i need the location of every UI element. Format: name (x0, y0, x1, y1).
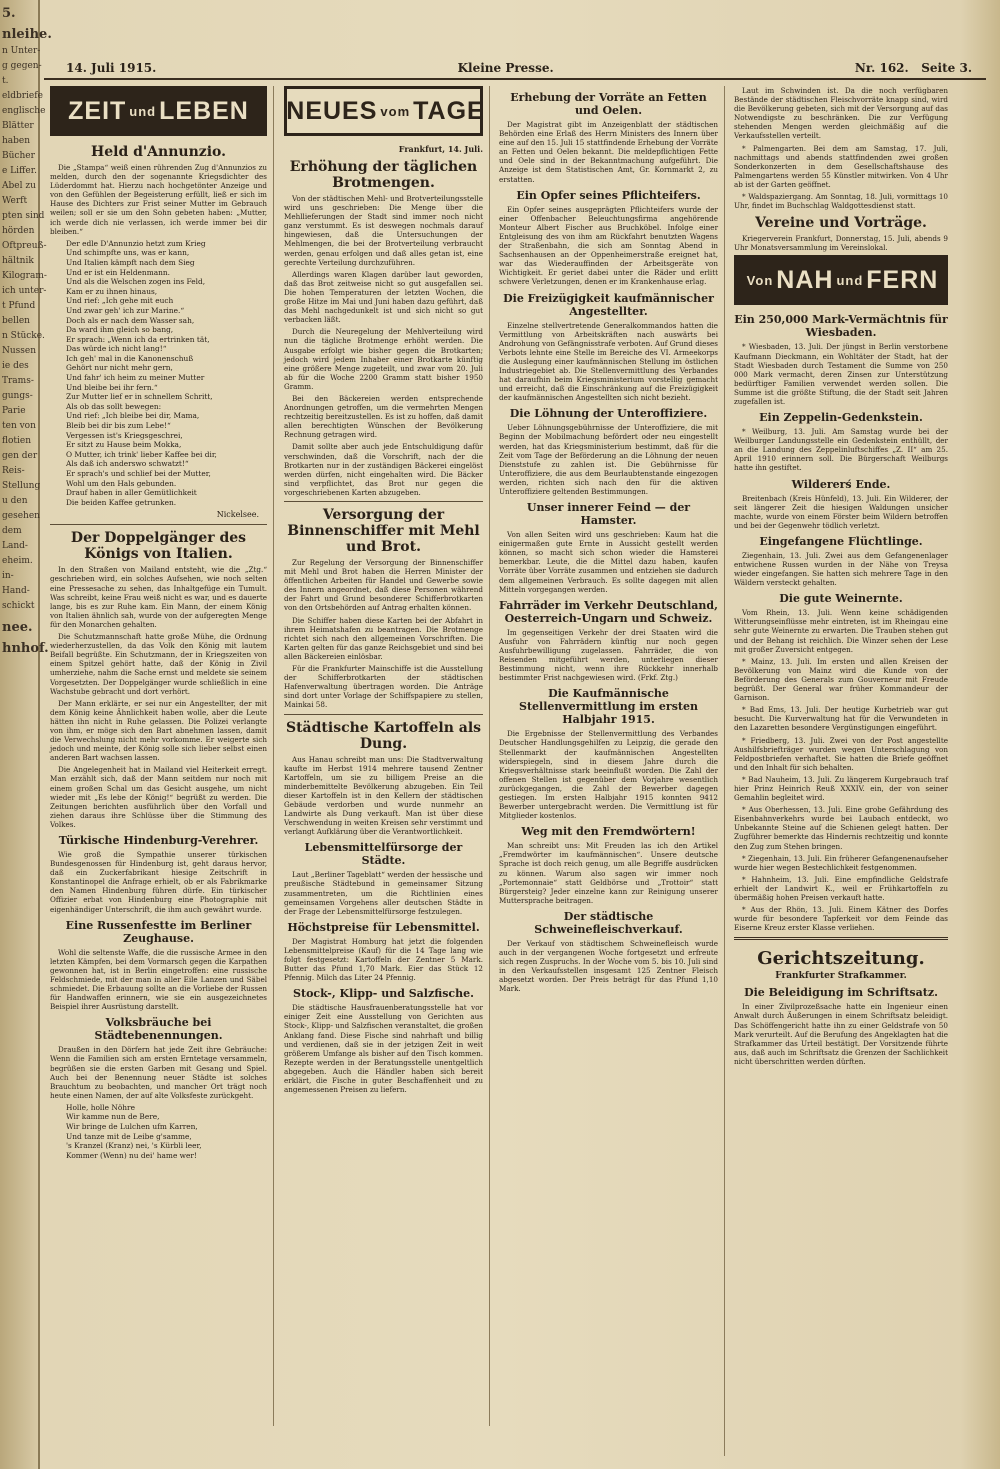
poem-line: Und schimpfte uns, was er kann, (66, 248, 190, 258)
article-body: Ziegenhain, 13. Juli. Zwei aus dem Gefangenenlager entwichene Russen wurden in der Nähe von Treysa wieder eingefangen. Sie hatten sich mehrere Tage in den Wäldern versteckt gehalten. (734, 550, 948, 588)
spine-line: hörden (2, 226, 35, 236)
paper-name: Kleine Presse. (457, 61, 554, 75)
article-body: Laut „Berliner Tageblatt“ werden der hessische und preußische Städtebund in gemeinsamer Sitzung zusammentreten, um die Richtlinien eines gemeinsamen Vorgehens aller deutschen Städte in der Frage der Lebensmittelfürsorge festzulegen. (284, 870, 483, 916)
paragraph: Der Mann erklärte, er sei nur ein Angestellter, der mit dem König keine Ähnlichkeit haben wolle, aber die Leute hätten ihn nicht in Ruhe gelassen. Die Polizei verlangte von ihm, er möge sich den Bart abnehmen lassen, damit die Verwechslung nicht mehr vorkomme. Er weigerte sich jedoch und meinte, der König solle sich lieber selbst einen anderen Bart wachsen lassen. (50, 698, 267, 763)
article-title: Der Doppelgänger des Königs von Italien. (70, 530, 247, 563)
article-body: Wie groß die Sympathie unserer türkischen Bundesgenossen für Hindenburg ist, geht daraus hervor, daß ein Zuckerfabrikant hiesige Zeitschrift in Konstantinopel die Anfrage erhielt, ob er als Fabrikmarke den Namen Hindenburg führen dürfe. Ein türkischer Offizier erbat von Hindenburg eine Photographie mit eigenhändiger Unterschrift, die ihm auch gewährt wurde. (50, 850, 267, 914)
paragraph: In den Straßen von Mailand entsteht, wie die „Ztg.“ geschrieben wird, ein solches Aufsehen, wie noch selten eine Pressesache zu sehen, das Inhaltgefüge ein Tumult. Was schreibt, keine Frau weiß nicht es war, und es dauerte lange, bis es zur Ruhe kam. Ein Mann, der einem König von Italien ähnlich sah, wurde von der aufgeregten Menge für den Monarchen gehalten. (50, 565, 267, 629)
spine-heading-2: nee. (2, 620, 33, 635)
paragraph: Die Schiffer haben diese Karten bei der Abfahrt in ihrem Heimatshafen zu beantragen. Die Brotmenge richtet sich nach den allgemeinen Vorschriften. Die Karten gelten für das ganze Reichsgebiet und sind bei allen Bäckereien einlösbar. (284, 615, 483, 661)
issue-page: Nr. 162. Seite 3. (854, 61, 972, 75)
page-header (44, 58, 986, 80)
article-body: Vom Rhein, 13. Juli. Wenn keine schädigenden Witterungseinflüsse mehr eintreten, ist im Rheingau eine sehr gute Weinernte zu erwarten. Die Trauben stehen gut und der Behang ist reichlich. Die Winzer sehen der Lese mit großer Zuversicht entgegen. (734, 608, 948, 654)
spine-line: schickt (2, 601, 35, 611)
poem-line: Er sitzt zu Hause beim Mokka, (66, 440, 182, 450)
spine-line: Kilogram- (2, 271, 47, 281)
article-body: Einzelne stellvertretende Generalkommandos hatten die Vermittlung von Arbeitskräften nach auswärts bei Androhung von Gefängnisstrafe verboten. Auf Grund dieses Verbots lehnte eine Stelle im Bereiche des VI. Armeekorps die Auslegung einer kaufmännischen Stellung im östlichen Industriegebiet ab. Die Stellenvermittlung des Verbandes hat daraufhin beim Kriegsministerium vorstellig gemacht und erreicht, daß die Einschränkung auf die Freizügigkeit der kaufmännischen Angestellten sich nicht bezieht. (499, 320, 718, 403)
spine-line: Parie (2, 406, 26, 416)
dateline: Frankfurt, 14. Juli. (398, 144, 483, 154)
article-body: Die „Stampa“ weiß einen rührenden Zug d'Annunzios zu melden, durch den der sogenannte Kriegsdichter des Lüderdommt hat. Hierzu nach hochgetönter Anzeige und von den Gefühlen der Begeisterung erfüllt, ließ er sich im Hause des Dichters zur Frist seiner Mutter im Gebrauch weilen; soll er sie um den Sohn gebeten haben: „Mutter, ich werde dich nie verlassen, ich werde immer bei dir bleiben.“ (50, 163, 267, 236)
spine-line: dem (2, 526, 22, 536)
spine-line: gungs- (2, 391, 33, 401)
article-title: Stock-, Klipp- und Salzfische. (293, 987, 474, 1001)
paragraph: Die Schutzmannschaft hatte große Mühe, die Ordnung wiederherzustellen, da das Volk den König mit lautem Beifall begrüßte. Ein Schutzmann, der in Kriegszeiten von einem Spitzel gehört hatte, daß der König in Zivil umherziehe, nahm die Sache ernst und meldete sie seinem Vorgesetzten. Der Doppelgänger wurde schließlich in eine Wachstube gebracht und dort verhört. (50, 632, 267, 696)
spine-line: in- (2, 571, 14, 581)
article-title: Erhöhung der täglichen Brotmengen. (289, 159, 478, 191)
paragraph: Bei den Bäckereien werden entsprechende Anordnungen getroffen, um die vermehrten Mengen rechtzeitig bereitzustellen. Es ist zu hoffen, daß damit allen berechtigten Wünschen der Bevölkerung Rechnung getragen wird. (284, 393, 483, 440)
article-title: Eingefangene Flüchtlinge. (759, 534, 923, 548)
column-4 (728, 86, 954, 1456)
spine-line: Oftpreuß- (2, 241, 47, 251)
article-body: Die Ergebnisse der Stellenvermittlung des Verbandes Deutscher Handlungsgehilfen zu Leipzig, die gerade den Stellenmarkt der kaufmännischen Angestellten widerspiegeln, sind in diesem Jahre durch die Kriegsverhältnisse stark beeinflußt worden. Die Zahl der offenen Stellen ist gegenüber dem Vorjahre wesentlich zurückgegangen, die Zahl der Bewerber dagegen gestiegen. Im ersten Halbjahr 1915 konnten 9412 Bewerber untergebracht werden. Die Vermittlung ist für Mitglieder kostenlos. (499, 729, 718, 821)
poem-line: Wohl um den Hals gebunden. (66, 478, 177, 488)
section-title: Vereine und Vorträge. (755, 215, 927, 232)
spine-line: e Liffer. (2, 166, 37, 176)
spine-text (0, 44, 47, 614)
signature: Nickelsee. (216, 510, 259, 520)
poem-line: Die beiden Kaffee getrunken. (66, 497, 177, 507)
poem-line: Vergessen ist's Kriegsgeschrei, (66, 430, 183, 440)
poem-line: Das würde ich nicht lang!“ (66, 344, 167, 354)
article-body: Aus Hanau schreibt man uns: Die Stadtverwaltung kaufte im Herbst 1914 mehrere tausend Zentner Kartoffeln, um sie zu billigem Preise an die minderbemittelte Bevölkerung abzugeben. Ein Teil dieser Kartoffeln ist in den Kellern der städtischen Gebäude verdorben und wurde nunmehr an Landwirte als Dung verkauft. Man ist über diese Verschwendung in weiten Kreisen sehr verstimmt und verlangt Aufklärung über die Verantwortlichkeit. (284, 754, 483, 837)
poem-line: Und fahr' ich heim zu meiner Mutter (66, 373, 205, 383)
poem-line: Als daß ich anderswo schwatzt!“ (66, 459, 189, 469)
article-title: Versorgung der Binnenschiffer mit Mehl und Brot. (287, 507, 480, 555)
article-body: * Weilburg, 13. Juli. Am Samstag wurde bei der Weilburger Landungsstelle ein Gedenkstein enthüllt, der an die Landung des Zeppelinluftschiffes „Z. II“ am 25. April 1910 erinnern soll. Die Bürgerschaft Weilburgs hatte ihn gestiftet. (734, 427, 948, 473)
poem-line: Kommer (Wenn) nu dei' hame wer! (66, 1150, 197, 1160)
article-title: Die Löhnung der Unteroffiziere. (509, 407, 708, 421)
article-body (284, 194, 483, 497)
section-subtitle: Frankfurter Strafkammer. (775, 971, 907, 982)
poem-line: Doch als er nach dem Wasser sah, (66, 315, 195, 325)
article-title: Held d'Annunzio. (90, 144, 226, 160)
article-title: Die Kaufmännische Stellenvermittlung im ersten Halbjahr 1915. (519, 687, 698, 727)
news-item: * Bad Ems, 13. Juli. Der heutige Kurbetrieb war gut besucht. Die Kurverwaltung hat für die Verwundeten in den Lazaretten besondere Vergünstigungen eingeführt. (734, 705, 948, 733)
article-body: Kriegerverein Frankfurt, Donnerstag, 15. Juli, abends 9 Uhr Monatsversammlung im Vereinslokal. (734, 234, 948, 253)
spine-heading: nleihe. (2, 27, 52, 42)
paragraph: Für die Frankfurter Mainschiffe ist die Ausstellung der Schifferbrotkarten der städtischen Hafenverwaltung übertragen worden. Die Anträge sind dort unter Vorlage der Schiffspapiere zu stellen, Mainkai 58. (284, 664, 483, 710)
article-body: Im gegenseitigen Verkehr der drei Staaten wird die Ausfuhr von Fahrrädern künftig nur noch gegen Ausfuhrbewilligung zugelassen. Fahrräder, die von Reisenden mitgeführt werden, unterliegen dieser Bestimmung nicht, wenn ihre Rückkehr innerhalb bestimmter Frist nachgewiesen wird. (Frkf. Ztg.) (499, 627, 718, 683)
spine-line: ten von (2, 421, 36, 431)
article-title: Unser innerer Feind — der Hamster. (526, 501, 691, 528)
article-body: Der Magistrat Homburg hat jetzt die folgenden Lebensmittelpreise (Kauf) für die 14 Tage lang wie folgt festgesetzt: Kartoffeln der Zentner 5 Mark. Butter das Pfund 1,70 Mark. Eier das Stück 12 Pfennig. Milch das Liter 24 Pfennig. (284, 936, 483, 983)
article-body: Die städtische Hausfrauenberatungsstelle hat vor einiger Zeit eine Ausstellung von Gerichten aus Stock-, Klipp- und Salzfischen veranstaltet, die großen Anklang fand. Diese Fische sind nahrhaft und billig und verdienen, daß sie in der jetzigen Zeit in weit größerem Umfange als bisher auf den Tisch kommen. Rezepte werden in der Beratungsstelle unentgeltlich abgegeben. Auch die Händler haben sich bereit erklärt, die Fische in guter Beschaffenheit und zu angemessenen Preisen zu liefern. (284, 1003, 483, 1095)
poem-line: Und er ist ein Heldenmann. (66, 267, 170, 277)
column-2 (278, 86, 490, 1426)
poem (50, 239, 267, 508)
poem-line: Holle, holle Nöhre (66, 1102, 135, 1112)
article-body: Der Verkauf von städtischem Schweinefleisch wurde auch in der vergangenen Woche fortgesetzt und erfreute sich regen Zuspruchs. In der Woche vom 5. bis 10. Juli sind in den Verkaufsstellen insgesamt 125 Zentner Fleisch abgesetzt worden. Der Preis beträgt für das Pfund 1,10 Mark. (499, 938, 718, 994)
section-masthead-neues-vom-tage: NEUES vom TAGE (284, 86, 483, 136)
news-item: * Friedberg, 13. Juli. Zwei von der Post angestellte Aushilfsbriefträger wurden wegen Unterschlagung von Feldpostbriefen verhaftet. Sie hatten die Briefe geöffnet und den Inhalt für sich behalten. (734, 735, 948, 772)
news-item: * Palmengarten. Bei dem am Samstag, 17. Juli, nachmittags und abends stattfindenden zwei großen Sonderkonzerten in dem Gesellschaftshause des Palmengartens werden 55 Künstler mitwirken. Von 4 Uhr ab ist der Garten geöffnet. (734, 143, 948, 189)
spine-line: t. (2, 76, 9, 86)
paragraph: Von der städtischen Mehl- und Brotverteilungsstelle wird uns geschrieben: Die Menge über die Mehllieferungen der Stadt sind immer noch nicht ganz verstummt. Es ist deswegen nochmals darauf hingewiesen, daß die Untersuchungen der Mehlmengen, die bei der Brotverteilung verbraucht werden, genau erfolgen und daß alles getan ist, eine gerechte Verteilung durchzuführen. (284, 194, 483, 267)
news-item: * Mainz, 13. Juli. Im ersten und allen Kreisen der Bevölkerung von Mainz wird die Kunde von der Beförderung des Generals zum Gouverneur mit Freude begrüßt. Der General war früher Kommandeur der Garnison. (734, 656, 948, 703)
news-item: * Aus der Rhön, 13. Juli. Einem Kätner des Dorfes wurde für besondere Tapferkeit vor dem Feinde das Eiserne Kreuz erster Klasse verliehen. (734, 905, 948, 933)
spine-line: n Unter- (2, 46, 41, 56)
article-body (284, 558, 483, 710)
poem-line: Als ob das sollt bewegen: (66, 401, 162, 411)
spine-line: Stellung (2, 481, 41, 491)
article-body: Der Magistrat gibt im Anzeigenblatt der städtischen Behörden eine Erlaß des Herrn Ministers des Innern über eine auf den 15. Juli 15 stattfindende Erhebung der Vorräte an Fetten und Oelen bekannt. Die meldepflichtigen Fette und Oele sind in der Bekanntmachung aufgeführt. Die Anzeige ist dem Statistischen Amt, Gr. Kornmarkt 2, zu erstatten. (499, 120, 718, 184)
article-title: Die Freizügigkeit kaufmännischer Angestellter. (503, 291, 714, 318)
article-body: In einer Zivilprozeßsache hatte ein Ingenieur einen Anwalt durch Äußerungen in einem Schriftsatz beleidigt. Das Schöffengericht hatte ihn zu einer Geldstrafe von 50 Mark verurteilt. Auf die Berufung des Angeklagten hat die Strafkammer das Urteil bestätigt. Der Vorsitzende führte aus, daß auch im Schriftsatz die Grenzen der Sachlichkeit nicht überschritten werden dürften. (734, 1002, 948, 1066)
article-title: Städtische Kartoffeln als Dung. (285, 719, 482, 752)
poem-line: Und Italien kämpft nach dem Sieg (66, 257, 195, 267)
spine-line: Werft (2, 196, 28, 206)
spine-line: g gegen- (2, 61, 42, 71)
section-masthead-von-nah-und-fern: Von NAH und FERN (734, 255, 948, 305)
spine-line: n Stücke. (2, 331, 45, 341)
article-title: Höchstpreise für Lebensmittel. (287, 920, 480, 934)
poem-line: Und bleibe bei ihr fern.“ (66, 382, 158, 392)
poem-line: Da ward ihm gleich so bang, (66, 325, 174, 335)
spine-line: Reis- (2, 466, 25, 476)
spine-line: ie des (2, 361, 29, 371)
spine-line: bellen (2, 316, 30, 326)
spine-line: hältnik (2, 256, 34, 266)
poem-line: Und rief: „Ich bleibe bei dir, Mama, (66, 411, 200, 421)
poem-line: Er sprach: „Wenn ich da ertrinken tät, (66, 334, 210, 344)
article-body: Man schreibt uns: Mit Freuden las ich den Artikel „Fremdwörter im kaufmännischen“. Unsere deutsche Sprache ist doch reich genug, um alle Begriffe ausdrücken zu können. Warum also sagen wir immer noch „Portemonnaie“ statt Geldbörse und „Trottoir“ statt Bürgersteig? Jeder einzelne kann zur Reinigung unserer Muttersprache beitragen. (499, 841, 718, 905)
poem-line: Und als die Welschen zogen ins Feld, (66, 277, 206, 287)
spine-line: gesehen (2, 511, 40, 521)
article-body: Von allen Seiten wird uns geschrieben: Kaum hat die einigermaßen gute Ernte in Aussicht gestellt werden können, so macht sich schon wieder die Hamsterei bemerkbar. Leute, die die Mittel dazu haben, kaufen Vorräte über Vorräte zusammen und entziehen sie dadurch dem allgemeinen Verbrauch. Es sollte dagegen mit allen Mitteln vorgegangen werden. (499, 530, 718, 594)
spine-line: englische (2, 106, 46, 116)
spine-line: Abel zu (2, 181, 36, 191)
article-title: Die Beleidigung im Schriftsatz. (744, 986, 938, 1000)
article-body: Ueber Löhnungsgebührnisse der Unteroffiziere, die mit Beginn der Mobilmachung befördert oder neu eingestellt werden, hat das Kriegsministerium bestimmt, daß für die Zeit vom Tage der Beförderung an die Löhnung der neuen Dienststufe zu zahlen ist. Die Gebührnisse für Unteroffiziere, die aus dem Beurlaubtenstande eingezogen werden, richten sich nach den für die aktiven Unteroffiziere geltenden Bestimmungen. (499, 423, 718, 496)
news-item: * Bad Nauheim, 13. Juli. Zu längerem Kurgebrauch traf hier Prinz Heinrich Reuß XXXIV. ein, der von seiner Gemahlin begleitet wird. (734, 774, 948, 803)
article-title: Die gute Weinernte. (779, 592, 903, 606)
spine-line: ich unter- (2, 286, 47, 296)
paragraph: Durch die Neuregelung der Mehlverteilung wird nun die tägliche Brotmenge erhöht werden. Die Ausgabe erfolgt wie bisher gegen die Brotkarten; jedoch wird jedem Inhaber einer Brotkarte künftig eine größere Menge zugeteilt, und zwar vom 20. Juli ab für die Woche 2200 Gramm statt bisher 1950 Gramm. (284, 327, 483, 391)
poem-line: Kam er zu ihnen hinaus, (66, 286, 158, 296)
spine-line: Trams- (2, 376, 34, 386)
poem-line: Und zwar geh' ich zur Marine.“ (66, 305, 185, 315)
paragraph: Allerdings waren Klagen darüber laut geworden, daß das Brot zeitweise nicht so gut ausgefallen sei. Die hohen Temperaturen der letzten Wochen, die große Hitze im Mai und Juni haben dazu geführt, daß das Mehl nachgedunkelt ist und sich nicht so gut verbacken läßt. (284, 269, 483, 325)
article-body: Draußen in den Dörfern hat jede Zeit ihre Gebräuche: Wenn die Familien sich am ersten Erntetage versammeln, begrüßen sie die ersten Garben mit Gesang und Spiel. Auch bei der Benennung neuer Städte ist solches Brauchtum zu beobachten, und mancher Ort trägt noch heute einen Namen, der auf alte Volksfeste zurückgeht. (50, 1045, 267, 1100)
poem-line: Und rief: „Ich gehe mit euch (66, 296, 174, 306)
article-body: Breitenbach (Kreis Hünfeld), 13. Juli. Ein Wilderer, der seit längerer Zeit die hiesigen Waldungen unsicher machte, wurde von einem Förster beim Wildern betroffen und bei der Gegenwehr tödlich verletzt. (734, 493, 948, 530)
article-body: Wohl die seltenste Waffe, die die russische Armee in den letzten Kämpfen, bei dem Vormarsch gegen die Karpathen gewonnen hat, ist in Berlin eingetroffen: eine russische Feldschmiede, mit der man in aller Eile Lanzen und Säbel schmiedet. Die Erbauung sollte an die Vorliebe der Russen für Handwaffen erinnern, wie sie ein ausgezeichnetes Beispiel ihrer Ausrüstung darstellt. (50, 947, 267, 1012)
article-title: Ein Zeppelin-Gedenkstein. (759, 411, 923, 425)
spine-line: eheim. (2, 556, 33, 566)
poem-line: Wir kamme nun de Bere, (66, 1112, 160, 1122)
article-title: Ein 250,000 Mark-Vermächtnis für Wiesbaden. (734, 313, 948, 340)
poem-line: Zur Mutter lief er in schnellem Schritt, (66, 392, 213, 402)
article-title: Wildererś Ende. (791, 477, 891, 491)
poem-line: Drauf haben in aller Gemütlichkeit (66, 488, 197, 498)
left-page-edge (0, 0, 52, 1469)
column-1 (44, 86, 274, 1426)
poem-line: Gehört nur nicht mehr gern, (66, 363, 173, 373)
paragraph: Die Angelegenheit hat in Mailand viel Heiterkeit erregt. Man erzählt sich, daß der Mann seitdem nur noch mit einem großen Schal um das Gesicht ausgehe, um nicht wieder mit „Es lebe der König!“ begrüßt zu werden. Die Zeitungen berichten ausführlich über den Vorfall und ziehen daraus ihre Schlüsse über die Stimmung des Volkes. (50, 765, 267, 829)
article-title: Fahrräder im Verkehr Deutschland, Oesterreich-Ungarn und Schweiz. (499, 598, 718, 625)
spine-bottom: hnhof. (2, 641, 49, 656)
poem (50, 1103, 267, 1161)
news-item: * Ziegenhain, 13. Juli. Ein früherer Gefangenenaufseher wurde hier wegen Bestechlichkeit festgenommen. (734, 853, 948, 872)
article-body (50, 565, 267, 829)
spine-line: flotien (2, 436, 32, 446)
poem-line: Wir bringe de Lulchen ufm Karren, (66, 1122, 198, 1132)
poem-line: Und tanze mit de Leibe g'samme, (66, 1131, 192, 1141)
article-title: Türkische Hindenburg-Verehrer. (58, 834, 259, 847)
article-body: Laut im Schwinden ist. Da die noch verfügbaren Bestände der städtischen Fleischvorräte knapp sind, wird die Bevölkerung gebeten, sich mit der Versorgung auf das Notwendigste zu beschränken. Die zur Verfügung stehenden Mengen werden gleichmäßig auf die Verkaufsstellen verteilt. (734, 86, 948, 141)
article-title: Lebensmittelfürsorge der Städte. (304, 841, 463, 868)
article-title: Volksbräuche bei Städtebenennungen. (94, 1016, 223, 1043)
section-masthead-zeit-leben: ZEIT und LEBEN (50, 86, 267, 136)
news-item: * Hahnheim, 13. Juli. Eine empfindliche Geldstrafe erhielt der Landwirt K., weil er Frühkartoffeln zu übermäßig hohen Preisen verkauft hatte. (734, 874, 948, 902)
poem-line: Der edle D'Annunzio hetzt zum Krieg (66, 238, 206, 248)
news-item: * Waldspaziergang. Am Sonntag, 18. Juli, vormittags 10 Uhr, findet im Buchschlag Waldgottesdienst statt. (734, 192, 948, 211)
spine-number: 5. (2, 6, 16, 21)
spine-line: gen der (2, 451, 38, 461)
poem-line: Ich geh' mal in die Kanonenschuß (66, 353, 194, 363)
spine-line: u den (2, 496, 28, 506)
article-title: Eine Russenfestte im Berliner Zeughause. (65, 918, 252, 945)
paragraph: Zur Regelung der Versorgung der Binnenschiffer mit Mehl und Brot haben die Herren Minister der öffentlichen Arbeiten für Handel und Gewerbe sowie des Innern angeordnet, daß diese Personen während der Fahrt und Grund besonderer Schifferbrotkarten von den Ortsbehörden auf Antrag erhalten können. (284, 558, 483, 613)
spine-line: Bücher (2, 151, 35, 161)
spine-line: haben (2, 136, 31, 146)
column-3 (493, 86, 725, 1456)
article-title: Weg mit den Fremdwörtern! (521, 825, 696, 839)
spine-line: Nussen (2, 346, 37, 356)
spine-line: t Pfund (2, 301, 36, 311)
spine-line: Hand- (2, 586, 30, 596)
poem-line: Bleib bei dir bis zum Lebe!“ (66, 421, 171, 431)
issue-date: 14. Juli 1915. (66, 61, 157, 75)
spine-line: Land- (2, 541, 28, 551)
news-item: * Aus Oberhessen, 13. Juli. Eine grobe Gefährdung des Eisenbahnverkehrs wurde bei Laubach entdeckt, wo Unbekannte Steine auf die Schienen gelegt hatten. Der Zugführer bemerkte das Hindernis rechtzeitig und konnte den Zug zum Stehen bringen. (734, 805, 948, 851)
spine-line: Blätter (2, 121, 34, 131)
poem-line: Er sprach's und schlief bei der Mutter, (66, 469, 211, 478)
article-title: Ein Opfer seines Pflichteifers. (516, 188, 701, 202)
spine-line: pten sind (2, 211, 45, 221)
article-body: Ein Opfer seines ausgeprägten Pflichteifers wurde der einer Offenbacher Beleuchtungsfirma angehörende Monteur Albert Fischer aus Bruchköbel. Infolge einer Entgleisung des von ihm am Rückfahrt benutzten Wagens der Straßenbahn, die sich am Sonntag Abend in Sachsenhausen an der Oppenheimerstraße ereignet hat, war das Wiederauffinden der Arbeitsgeräte von Wichtigkeit. Er geriet dabei unter die Räder und erlitt schwere Verletzungen, denen er im Krankenhause erlag. (499, 204, 718, 287)
article-body: * Wiesbaden, 13. Juli. Der jüngst in Berlin verstorbene Kaufmann Dieckmann, ein Wohltäter der Stadt, hat der Stadt Wiesbaden durch Testament die Summe von 250 000 Mark vermacht, deren Zinsen zur Unterstützung bedürftiger Familien verwendet werden sollen. Die Summe ist die größte Stiftung, die der Stadt seit Jahren zugefallen ist. (734, 342, 948, 406)
section-title: Gerichtszeitung. (757, 948, 925, 970)
article-title: Der städtische Schweinefleischverkauf. (534, 909, 683, 936)
poem-line: 's Kranzel (Kranz) nei, 's Kürbli leer, (66, 1141, 202, 1151)
paragraph: Damit sollte aber auch jede Entschuldigung dafür verschwinden, daß die Vorschrift, nach der die Brotkarten nur in der zuständigen Bäckerei eingelöst werden dürfen, nicht eingehalten wird. Die Bäcker sind verpflichtet, das Brot nur gegen die vorgeschriebenen Karten abzugeben. (284, 442, 483, 497)
poem-line: O Mutter, ich trink' lieber Kaffee bei dir, (66, 449, 217, 459)
article-title: Erhebung der Vorräte an Fetten und Oelen. (510, 91, 707, 117)
spine-line: eldbriefe (2, 91, 43, 101)
